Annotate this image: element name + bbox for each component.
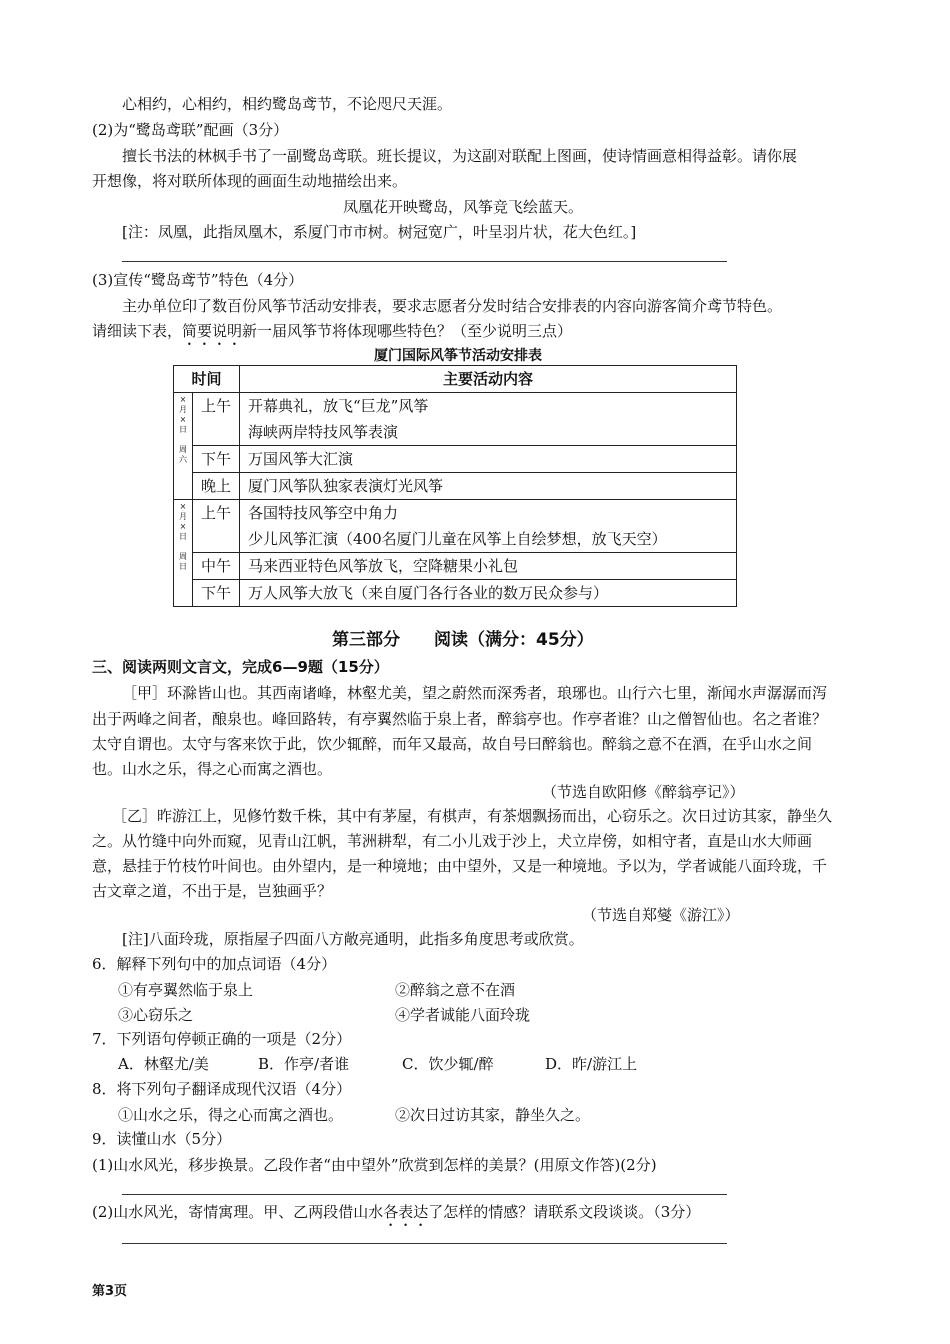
page-number: 第3页 bbox=[92, 1284, 128, 1299]
verse-line: 心相约，心相约，相约鹭岛鸢节，不论咫尺天涯。 bbox=[122, 95, 453, 113]
time-slot: 中午 bbox=[193, 553, 240, 580]
passage-yi-line: ［乙］昨游江上，见修竹数千株，其中有茅屋，有棋声，有茶烟飘扬而出，心窃乐之。次日过访其家，静坐久 bbox=[112, 807, 833, 825]
schedule-table bbox=[173, 365, 737, 607]
q7-title: 7．下列语句停顿正确的一项是（2分） bbox=[92, 1030, 352, 1048]
passage-jia-line: 太守自谓也。太守与客来饮于此，饮少辄醉，而年又最高，故自号曰醉翁也。醉翁之意不在酒，在乎山水之间 bbox=[92, 735, 813, 753]
q6-item-d: ④学者诚能八面玲珑 bbox=[395, 1006, 531, 1024]
activity-cell: 万人风筝大放飞（来自厦门各行各业的数万民众参与） bbox=[240, 580, 737, 607]
couplet: 凤凰花开映鹭岛，风筝竞飞绘蓝天。 bbox=[343, 198, 584, 216]
passage-yi-line: 意，悬挂于竹枝竹叶间也。由外望内，是一种境地；由中望外，又是一种境地。予以为，学者诚能八面玲珑，千 bbox=[92, 857, 828, 875]
q2-title: (2)为“鹭岛鸢联”配画（3分） bbox=[92, 121, 289, 139]
q9-title: 9．读懂山水（5分） bbox=[92, 1130, 232, 1148]
day-label-2: × 月 × 日 周 日 bbox=[174, 500, 193, 607]
time-slot: 下午 bbox=[193, 580, 240, 607]
section-heading: 三、阅读两则文言文，完成6—9题（15分） bbox=[92, 658, 389, 676]
passage-jia-line: 出于两峰之间者，酿泉也。峰回路转，有亭翼然临于泉上者，醉翁亭也。作亭者谁？山之僧智仙也。名之者谁？ bbox=[92, 710, 828, 728]
passage-yi-line: 之。从竹缝中向外而窥，见青山江帆，苇洲耕犁，有二小儿戏于沙上，犬立岸傍，如相守者，直是山水大师画 bbox=[92, 832, 813, 850]
q3-title: (3)宣传“鹭岛鸢节”特色（4分） bbox=[92, 271, 304, 289]
q9-part1: (1)山水风光，移步换景。乙段作者“由中望外”欣赏到怎样的美景？(用原文作答)(2分) bbox=[92, 1156, 657, 1174]
q6-item-a: ①有亭翼然临于泉上 bbox=[118, 981, 254, 999]
time-slot: 晚上 bbox=[193, 473, 240, 500]
q6-title: 6．解释下列句中的加点词语（4分） bbox=[92, 955, 337, 973]
answer-line[interactable] bbox=[122, 1194, 727, 1195]
q8-item-b: ②次日过访其家，静坐久之。 bbox=[395, 1106, 591, 1124]
q8-item-a: ①山水之乐，得之心而寓之酒也。 bbox=[118, 1106, 344, 1124]
q7-option-b[interactable]: B．作亭/者谁 bbox=[258, 1055, 350, 1073]
q6-item-c: ③心窃乐之 bbox=[118, 1006, 194, 1024]
q3-body-line: 主办单位印了数百份风筝节活动安排表，要求志愿者分发时结合安排表的内容向游客简介鸢节特色。 bbox=[122, 297, 783, 315]
q7-option-d[interactable]: D．昨/游江上 bbox=[545, 1055, 638, 1073]
day-label-1: × 月 × 日 周 六 bbox=[174, 393, 193, 500]
q2-body-line: 开想像，将对联所体现的画面生动地描绘出来。 bbox=[92, 172, 408, 190]
activity-cell: 万国风筝大汇演 bbox=[240, 446, 737, 473]
col-header-time: 时间 bbox=[174, 366, 240, 393]
q2-body-line: 擅长书法的林枫手书了一副鹭岛鸢联。班长提议，为这副对联配上图画，使诗情画意相得益彰。请你展 bbox=[122, 147, 798, 165]
time-slot: 上午 bbox=[193, 500, 240, 553]
passage-jia-line: ［甲］环滁皆山也。其西南诸峰，林壑尤美，望之蔚然而深秀者，琅琊也。山行六七里，渐闻水声潺潺而泻 bbox=[122, 684, 828, 702]
answer-line[interactable] bbox=[122, 261, 727, 262]
q7-option-c[interactable]: C．饮少辄/醉 bbox=[402, 1055, 494, 1073]
table-title: 厦门国际风筝节活动安排表 bbox=[374, 348, 542, 364]
q8-title: 8．将下列句子翻译成现代汉语（4分） bbox=[92, 1080, 352, 1098]
couplet-note: [注：凤凰，此指凤凰木，系厦门市市树。树冠宽广，叶呈羽片状，花大色红。] bbox=[122, 223, 637, 241]
q9-part2: (2)山水风光，寄情寓理。甲、乙两段借山水各表达了怎样的情感？请联系文段谈谈。（3分） bbox=[92, 1203, 701, 1221]
q7-option-a[interactable]: A．林壑尤/美 bbox=[118, 1055, 209, 1073]
q3-body-line: 请细读下表，简要说明新一届风筝节将体现哪些特色？（至少说明三点） bbox=[92, 322, 573, 340]
time-slot: 上午 bbox=[193, 393, 240, 446]
source-yi: （节选自郑燮《游江》） bbox=[582, 906, 740, 924]
time-slot: 下午 bbox=[193, 446, 240, 473]
passage-jia-line: 也。山水之乐，得之心而寓之酒也。 bbox=[92, 760, 333, 778]
q6-item-b: ②醉翁之意不在酒 bbox=[395, 981, 516, 999]
activity-cell: 各国特技风筝空中角力 少儿风筝汇演（400名厦门儿童在风筝上自绘梦想，放飞天空） bbox=[240, 500, 737, 553]
col-header-content: 主要活动内容 bbox=[240, 366, 737, 393]
source-jia: （节选自欧阳修《醉翁亭记》） bbox=[542, 783, 745, 801]
note-yi: [注]八面玲珑，原指屋子四面八方敞亮通明，此指多角度思考或欣赏。 bbox=[122, 930, 584, 948]
activity-cell: 马来西亚特色风筝放飞，空降糖果小礼包 bbox=[240, 553, 737, 580]
activity-cell: 开幕典礼，放飞“巨龙”风筝 海峡两岸特技风筝表演 bbox=[240, 393, 737, 446]
activity-cell: 厦门风筝队独家表演灯光风筝 bbox=[240, 473, 737, 500]
passage-yi-line: 古文章之道，不出于是，岂独画乎？ bbox=[92, 882, 333, 900]
part3-heading: 第三部分 阅读（满分：45分） bbox=[332, 630, 594, 650]
answer-line[interactable] bbox=[122, 1243, 727, 1244]
